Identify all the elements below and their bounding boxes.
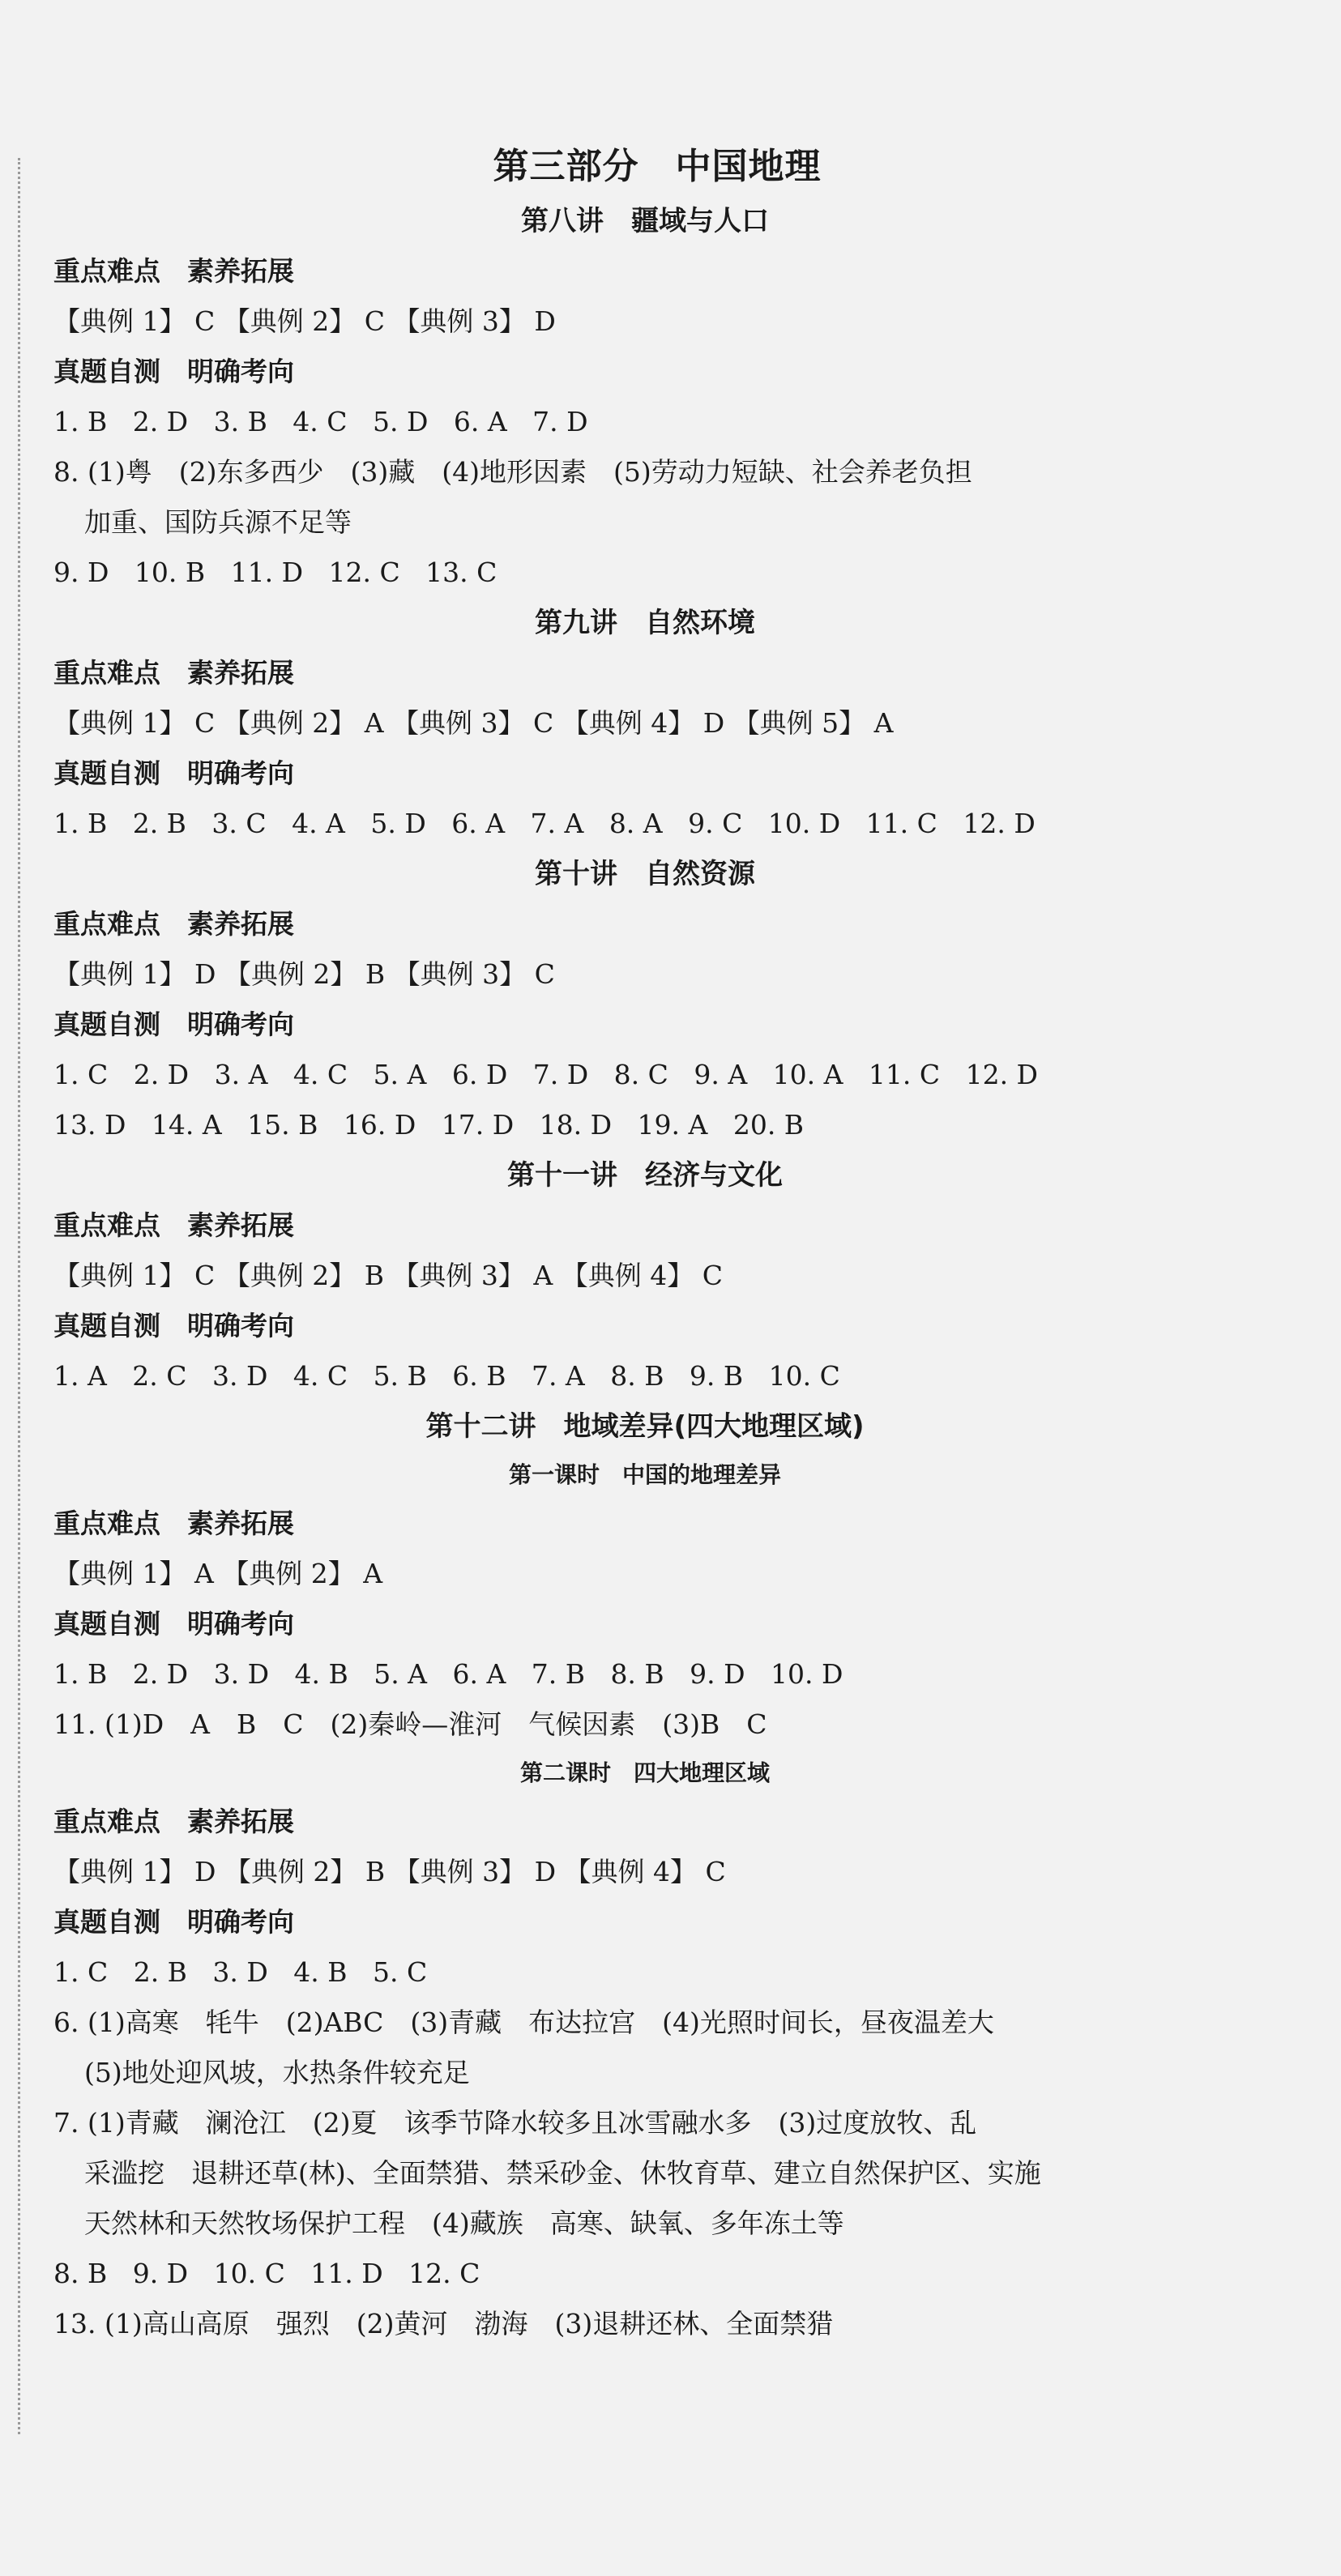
answer-line: 【典例 1】 A 【典例 2】 A [53, 1558, 383, 1589]
subsection-heading: 真题自测 明确考向 [53, 1009, 294, 1040]
answer-line-continued: 加重、国防兵源不足等 [84, 506, 352, 538]
subsection-heading: 真题自测 明确考向 [53, 1906, 294, 1938]
subsection-heading: 真题自测 明确考向 [53, 356, 294, 387]
answer-line-continued: 天然林和天然牧场保护工程 (4)藏族 高寒、缺氧、多年冻土等 [84, 2207, 844, 2239]
lecture-title: 第八讲 疆域与人口 [521, 205, 769, 237]
answer-line: 11. (1)D A B C (2)秦岭—淮河 气候因素 (3)B C [53, 1708, 767, 1740]
lesson-title: 第二课时 四大地理区域 [519, 1759, 770, 1786]
subsection-heading: 真题自测 明确考向 [53, 1608, 294, 1640]
sections-container [53, 196, 1188, 2349]
lecture-section [53, 598, 1188, 849]
answer-line: 9. D 10. B 11. D 12. C 13. C [53, 557, 498, 588]
answer-line: 13. (1)高山高原 强烈 (2)黄河 渤海 (3)退耕还林、全面禁猎 [53, 2308, 834, 2339]
answer-line: 13. D 14. A 15. B 16. D 17. D 18. D 19. A 20. B [53, 1109, 805, 1141]
subsection-heading: 真题自测 明确考向 [53, 1310, 294, 1341]
subsection-heading: 重点难点 素养拓展 [53, 255, 294, 287]
answer-line: 1. B 2. D 3. D 4. B 5. A 6. A 7. B 8. B 9. D 10. D [53, 1658, 843, 1690]
subsection-heading: 重点难点 素养拓展 [53, 1806, 294, 1837]
answer-line: 【典例 1】 C 【典例 2】 B 【典例 3】 A 【典例 4】 C [53, 1260, 723, 1291]
lecture-section [53, 849, 1188, 1150]
lecture-title: 第十二讲 地域差异(四大地理区域) [425, 1410, 865, 1443]
subsection-heading: 重点难点 素养拓展 [53, 1209, 294, 1241]
lecture-section [53, 1150, 1188, 1401]
part-title: 第三部分 中国地理 [493, 146, 822, 187]
answer-line: 【典例 1】 D 【典例 2】 B 【典例 3】 D 【典例 4】 C [53, 1856, 726, 1887]
answer-line: 1. B 2. B 3. C 4. A 5. D 6. A 7. A 8. A 9. C 10. D 11. C 12. D [53, 808, 1036, 839]
subsection-heading: 真题自测 明确考向 [53, 757, 294, 789]
answer-line: 8. B 9. D 10. C 11. D 12. C [53, 2258, 480, 2289]
margin-dotted-line [18, 158, 20, 2434]
answer-line: 7. (1)青藏 澜沧江 (2)夏 该季节降水较多且冰雪融水多 (3)过度放牧、乱 [53, 2107, 977, 2139]
answer-line: 1. C 2. B 3. D 4. B 5. C [53, 1956, 428, 1988]
subsection-heading: 重点难点 素养拓展 [53, 1508, 294, 1539]
answer-line-continued: 采滥挖 退耕还草(林)、全面禁猎、禁采砂金、休牧育草、建立自然保护区、实施 [84, 2157, 1041, 2189]
lecture-section [53, 196, 1188, 598]
answer-line: 1. C 2. D 3. A 4. C 5. A 6. D 7. D 8. C 9. A 10. A 11. C 12. D [53, 1059, 1039, 1090]
answer-line: 1. B 2. D 3. B 4. C 5. D 6. A 7. D [53, 406, 588, 437]
lecture-section [53, 1401, 1188, 2349]
lecture-title: 第十一讲 经济与文化 [507, 1159, 783, 1192]
answer-line: 【典例 1】 C 【典例 2】 A 【典例 3】 C 【典例 4】 D 【典例 5】 A [53, 707, 894, 739]
lesson-title: 第一课时 中国的地理差异 [508, 1461, 781, 1488]
answer-line: 8. (1)粤 (2)东多西少 (3)藏 (4)地形因素 (5)劳动力短缺、社会养老负担 [53, 456, 972, 488]
subsection-heading: 重点难点 素养拓展 [53, 908, 294, 940]
answer-line: 6. (1)高寒 牦牛 (2)ABC (3)青藏 布达拉宫 (4)光照时间长，昼夜温差大 [53, 2007, 994, 2038]
answer-line: 【典例 1】 C 【典例 2】 C 【典例 3】 D [53, 305, 556, 337]
answer-page [53, 138, 1188, 2349]
lecture-title: 第十讲 自然资源 [535, 858, 755, 890]
answer-line: 1. A 2. C 3. D 4. C 5. B 6. B 7. A 8. B 9. B 10. C [53, 1360, 840, 1392]
answer-line-continued: (5)地处迎风坡，水热条件较充足 [84, 2057, 470, 2088]
answer-line: 【典例 1】 D 【典例 2】 B 【典例 3】 C [53, 958, 555, 990]
subsection-heading: 重点难点 素养拓展 [53, 657, 294, 689]
lecture-title: 第九讲 自然环境 [535, 607, 755, 639]
